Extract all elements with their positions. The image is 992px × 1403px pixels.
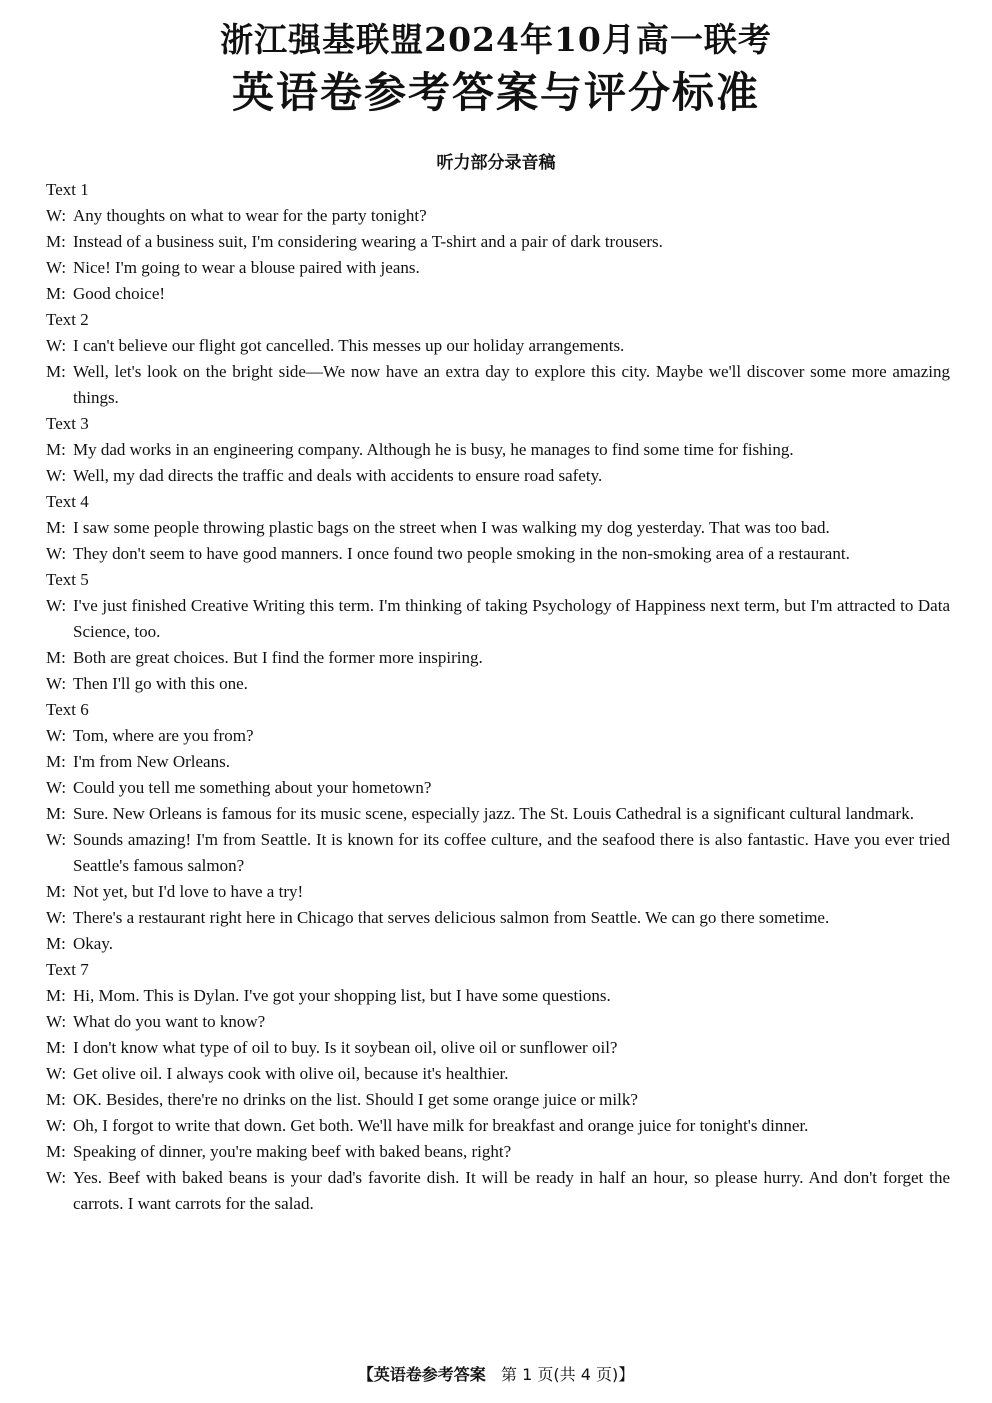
- utterance-text: I'm from New Orleans.: [73, 752, 230, 771]
- utterance-text: My dad works in an engineering company. Although he is busy, he manages to find some time for fishing.: [73, 440, 794, 459]
- text-label: Text 2: [46, 310, 89, 329]
- dialogue-line: [46, 437, 950, 463]
- dialogue-line: [46, 827, 950, 879]
- utterance-text: Could you tell me something about your hometown?: [73, 778, 432, 797]
- utterance-text: They don't seem to have good manners. I once found two people smoking in the non-smoking area of a restaurant.: [73, 544, 850, 563]
- utterance-text: Yes. Beef with baked beans is your dad's favorite dish. It will be ready in half an hour, so please hurry. And don't forget the carrots. I want carrots for the salad.: [73, 1168, 950, 1213]
- dialogue-line: [46, 229, 950, 255]
- utterance-text: Not yet, but I'd love to have a try!: [73, 882, 304, 901]
- utterance-text: Well, let's look on the bright side—We now have an extra day to explore this city. Maybe we'll discover some more amazing things.: [73, 362, 950, 407]
- utterance-text: What do you want to know?: [73, 1012, 266, 1031]
- dialogue-line: [46, 515, 950, 541]
- footer-doc-label: 【英语卷参考答案: [357, 1365, 486, 1384]
- utterance-text: I can't believe our flight got cancelled. This messes up our holiday arrangements.: [73, 336, 625, 355]
- document-subtitle: 英语卷参考答案与评分标准: [231, 68, 760, 117]
- dialogue-line: [46, 359, 950, 411]
- speaker-label: W:: [46, 674, 67, 693]
- dialogue-line: [46, 463, 950, 489]
- speaker-label: M:: [46, 986, 66, 1005]
- text-label: Text 1: [46, 180, 89, 199]
- speaker-label: M:: [46, 1090, 66, 1109]
- utterance-text: I don't know what type of oil to buy. Is it soybean oil, olive oil or sunflower oil?: [73, 1038, 618, 1057]
- section-heading: 听力部分录音稿: [436, 153, 556, 173]
- speaker-label: W:: [46, 1168, 67, 1187]
- utterance-text: Instead of a business suit, I'm considering wearing a T-shirt and a pair of dark trousers.: [73, 232, 663, 251]
- dialogue-line: [46, 723, 950, 749]
- dialogue-line: [46, 1035, 950, 1061]
- dialogue-line: [46, 203, 950, 229]
- utterance-text: Well, my dad directs the traffic and deals with accidents to ensure road safety.: [73, 466, 603, 485]
- utterance-text: OK. Besides, there're no drinks on the list. Should I get some orange juice or milk?: [73, 1090, 638, 1109]
- text-label: Text 5: [46, 570, 89, 589]
- utterance-text: There's a restaurant right here in Chicago that serves delicious salmon from Seattle. We can go there sometime.: [73, 908, 830, 927]
- speaker-label: W:: [46, 206, 67, 225]
- utterance-text: I've just finished Creative Writing this term. I'm thinking of taking Psychology of Happiness next term, but I'm attracted to Data Science, too.: [73, 596, 950, 641]
- utterance-text: Sounds amazing! I'm from Seattle. It is known for its coffee culture, and the seafood there is also fantastic. Have you ever tried Seattle's famous salmon?: [73, 830, 950, 875]
- speaker-label: W:: [46, 1116, 67, 1135]
- speaker-label: M:: [46, 232, 66, 251]
- dialogue-line: [46, 775, 950, 801]
- dialogue-line: [46, 1087, 950, 1113]
- utterance-text: Oh, I forgot to write that down. Get both. We'll have milk for breakfast and orange juice for tonight's dinner.: [73, 1116, 809, 1135]
- utterance-text: Then I'll go with this one.: [73, 674, 248, 693]
- dialogue-line: [46, 255, 950, 281]
- dialogue-line: [46, 1009, 950, 1035]
- speaker-label: W:: [46, 466, 67, 485]
- speaker-label: W:: [46, 778, 67, 797]
- speaker-label: W:: [46, 544, 67, 563]
- dialogue-line: [46, 879, 950, 905]
- speaker-label: M:: [46, 882, 66, 901]
- utterance-text: Good choice!: [73, 284, 166, 303]
- dialogue-line: [46, 983, 950, 1009]
- speaker-label: W:: [46, 726, 67, 745]
- utterance-text: Hi, Mom. This is Dylan. I've got your shopping list, but I have some questions.: [73, 986, 611, 1005]
- dialogue-line: [46, 671, 950, 697]
- dialogue-line: [46, 931, 950, 957]
- dialogue-line: [46, 281, 950, 307]
- dialogue-line: [46, 593, 950, 645]
- text-label: Text 7: [46, 960, 89, 979]
- speaker-label: M:: [46, 752, 66, 771]
- utterance-text: Nice! I'm going to wear a blouse paired with jeans.: [73, 258, 420, 277]
- text-label: Text 6: [46, 700, 89, 719]
- speaker-label: M:: [46, 440, 66, 459]
- utterance-text: Get olive oil. I always cook with olive oil, because it's healthier.: [73, 1064, 509, 1083]
- dialogue-line: [46, 749, 950, 775]
- speaker-label: W:: [46, 830, 67, 849]
- page-footer: [0, 1362, 992, 1388]
- dialogue-line: [46, 1139, 950, 1165]
- text-label: Text 3: [46, 414, 89, 433]
- speaker-label: W:: [46, 258, 67, 277]
- dialogue-line: [46, 541, 950, 567]
- speaker-label: M:: [46, 1142, 66, 1161]
- utterance-text: Okay.: [73, 934, 113, 953]
- speaker-label: W:: [46, 908, 67, 927]
- speaker-label: W:: [46, 596, 67, 615]
- speaker-label: M:: [46, 518, 66, 537]
- utterance-text: Tom, where are you from?: [73, 726, 254, 745]
- speaker-label: M:: [46, 284, 66, 303]
- footer-page-number: 第 1 页(共 4 页)】: [501, 1365, 635, 1384]
- listening-transcript: [46, 177, 950, 1217]
- dialogue-line: [46, 1165, 950, 1217]
- dialogue-line: [46, 1113, 950, 1139]
- dialogue-line: [46, 905, 950, 931]
- speaker-label: M:: [46, 804, 66, 823]
- exam-title: 浙江强基联盟2024年10月高一联考: [220, 20, 772, 59]
- speaker-label: M:: [46, 362, 66, 381]
- dialogue-line: [46, 801, 950, 827]
- utterance-text: I saw some people throwing plastic bags on the street when I was walking my dog yesterday. That was too bad.: [73, 518, 830, 537]
- utterance-text: Any thoughts on what to wear for the party tonight?: [73, 206, 427, 225]
- text-label: Text 4: [46, 492, 89, 511]
- utterance-text: Sure. New Orleans is famous for its music scene, especially jazz. The St. Louis Cathedral is a significant cultural landmark.: [73, 804, 914, 823]
- utterance-text: Speaking of dinner, you're making beef with baked beans, right?: [73, 1142, 512, 1161]
- speaker-label: M:: [46, 1038, 66, 1057]
- dialogue-line: [46, 645, 950, 671]
- speaker-label: M:: [46, 648, 66, 667]
- utterance-text: Both are great choices. But I find the former more inspiring.: [73, 648, 483, 667]
- dialogue-line: [46, 1061, 950, 1087]
- speaker-label: W:: [46, 336, 67, 355]
- speaker-label: W:: [46, 1012, 67, 1031]
- speaker-label: M:: [46, 934, 66, 953]
- dialogue-line: [46, 333, 950, 359]
- speaker-label: W:: [46, 1064, 67, 1083]
